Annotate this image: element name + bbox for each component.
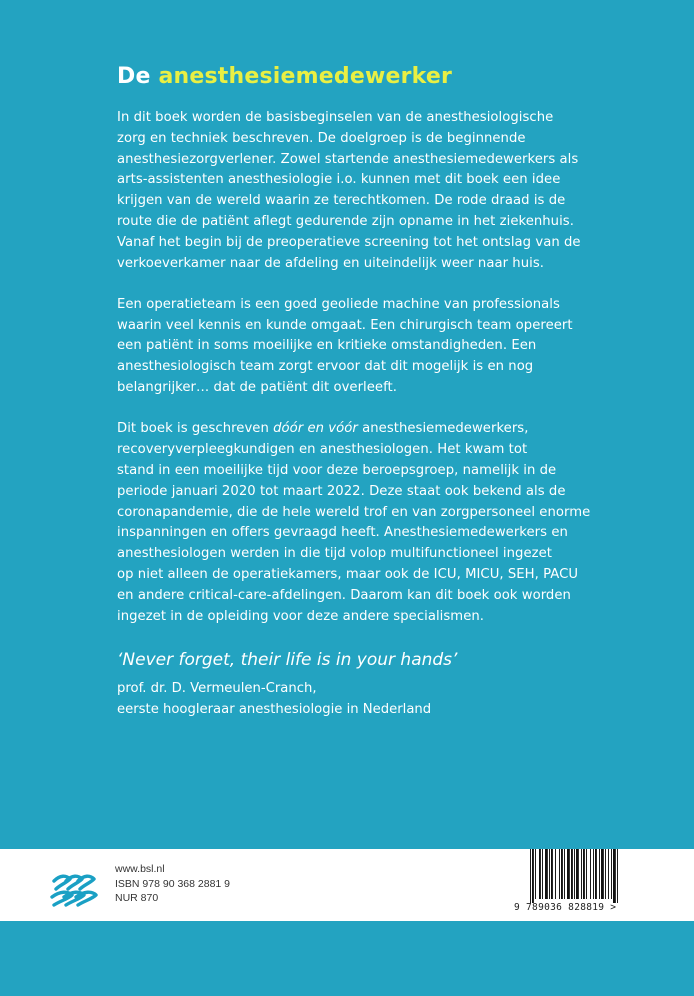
text-line: periode januari 2020 tot maart 2022. Deze staat ook bekend als de bbox=[117, 483, 566, 499]
text-line: zorg en techniek beschreven. De doelgroep is de beginnende bbox=[117, 130, 526, 146]
book-title bbox=[117, 62, 587, 92]
text-line: op niet alleen de operatiekamers, maar ook de ICU, MICU, SEH, PACU bbox=[117, 566, 579, 582]
title-prefix: De bbox=[117, 64, 151, 89]
barcode-bar bbox=[581, 849, 582, 899]
barcode-bar bbox=[613, 849, 616, 903]
paragraph-1 bbox=[117, 108, 587, 274]
text-line: Vanaf het begin bij de preoperatieve screening tot het ontslag van de bbox=[117, 234, 581, 250]
text-fragment: Dit boek is geschreven bbox=[117, 421, 274, 437]
barcode-bar bbox=[564, 849, 565, 899]
barcode-bar bbox=[571, 849, 573, 899]
text-line: en andere critical-care-afdelingen. Daarom kan dit boek ook worden bbox=[117, 587, 571, 603]
emphasis-text: dóór en vóór bbox=[273, 421, 358, 437]
text-line: waarin veel kennis en kunde omgaat. Een chirurgisch team opereert bbox=[117, 317, 573, 333]
publisher-url[interactable]: www.bsl.nl bbox=[115, 863, 165, 875]
text-line: coronapandemie, die de hele wereld trof en van zorgpersoneel enorme bbox=[117, 504, 591, 520]
text-line: anesthesiezorgverlener. Zowel startende anesthesiemedewerkers als bbox=[117, 151, 579, 167]
barcode-bar bbox=[576, 849, 579, 899]
barcode-bar bbox=[555, 849, 556, 899]
text-line: ingezet in de opleiding voor deze andere specialismen. bbox=[117, 608, 485, 624]
text-line bbox=[117, 419, 587, 440]
text-line: stand in een moeilijke tijd voor deze beroepsgroep, namelijk in de bbox=[117, 462, 557, 478]
barcode-bar bbox=[617, 849, 618, 903]
barcode-bar bbox=[574, 849, 575, 899]
text-line: arts-assistenten anesthesiologie i.o. kunnen met dit boek een idee bbox=[117, 172, 561, 188]
text-line: krijgen van de wereld waarin ze terechtkomen. De rode draad is de bbox=[117, 193, 566, 209]
title-accent: anesthesiemedewerker bbox=[158, 64, 453, 89]
barcode-bar bbox=[532, 849, 534, 903]
bsl-logo-icon bbox=[50, 863, 98, 909]
barcode-bar bbox=[593, 849, 594, 899]
text-line: een patiënt in soms moeilijke en kritieke omstandigheden. Een bbox=[117, 338, 537, 354]
paragraph-2 bbox=[117, 295, 587, 399]
publisher-footer bbox=[0, 849, 694, 921]
text-line: Een operatieteam is een goed geoliede machine van professionals bbox=[117, 296, 560, 312]
barcode-bar bbox=[601, 849, 604, 899]
text-line: recoveryverpleegkundigen en anesthesiologen. Het kwam tot bbox=[117, 442, 528, 458]
barcode-bar bbox=[561, 849, 563, 899]
quote: ‘Never forget, their life is in your hands’ bbox=[117, 649, 458, 670]
quote-attribution bbox=[117, 678, 587, 720]
barcode-digits: 9 789036 828819 > bbox=[514, 902, 617, 913]
barcode-bar bbox=[539, 849, 541, 899]
barcode-bar bbox=[595, 849, 597, 899]
barcode-bar bbox=[590, 849, 591, 899]
text-line: inspanningen en offers gevraagd heeft. Anesthesiemedewerkers en bbox=[117, 525, 568, 541]
barcode-bar bbox=[586, 849, 587, 899]
text-line: verkoeverkamer naar de afdeling en uiteindelijk weer naar huis. bbox=[117, 255, 545, 271]
barcode-bar bbox=[567, 849, 570, 899]
barcode-bar bbox=[605, 849, 606, 899]
text-line: belangrijker… dat de patiënt dit overleeft. bbox=[117, 380, 398, 396]
text-line: In dit boek worden de basisbeginselen van de anesthesiologische bbox=[117, 110, 554, 125]
barcode-bar bbox=[551, 849, 553, 899]
barcode-bar bbox=[559, 849, 560, 899]
back-cover-content bbox=[117, 62, 591, 720]
text-fragment: anesthesiemedewerkers, bbox=[357, 421, 529, 437]
nur-code: NUR 870 bbox=[115, 892, 159, 904]
barcode-bar bbox=[549, 849, 550, 899]
attribution-line: prof. dr. D. Vermeulen-Cranch, bbox=[117, 680, 317, 696]
barcode-bar bbox=[542, 849, 543, 899]
attribution-line: eerste hoogleraar anesthesiologie in Nederland bbox=[117, 701, 432, 717]
barcode-bar bbox=[530, 849, 531, 903]
barcode-bar bbox=[545, 849, 548, 899]
barcode-bar bbox=[608, 849, 609, 899]
barcode-bar bbox=[583, 849, 585, 899]
barcode-bar bbox=[535, 849, 536, 899]
text-line: anesthesiologisch team zorgt ervoor dat dit mogelijk is en nog bbox=[117, 359, 534, 375]
isbn: ISBN 978 90 368 2881 9 bbox=[115, 877, 231, 890]
text-line: anesthesiologen werden in die tijd volop multifunctioneel ingezet bbox=[117, 546, 552, 562]
publisher-info bbox=[115, 862, 230, 906]
text-line: route die de patiënt aflegt gedurende zijn opname in het ziekenhuis. bbox=[117, 213, 574, 229]
paragraph-3 bbox=[117, 419, 591, 627]
barcode-bar bbox=[599, 849, 600, 899]
barcode-bar bbox=[611, 849, 612, 899]
